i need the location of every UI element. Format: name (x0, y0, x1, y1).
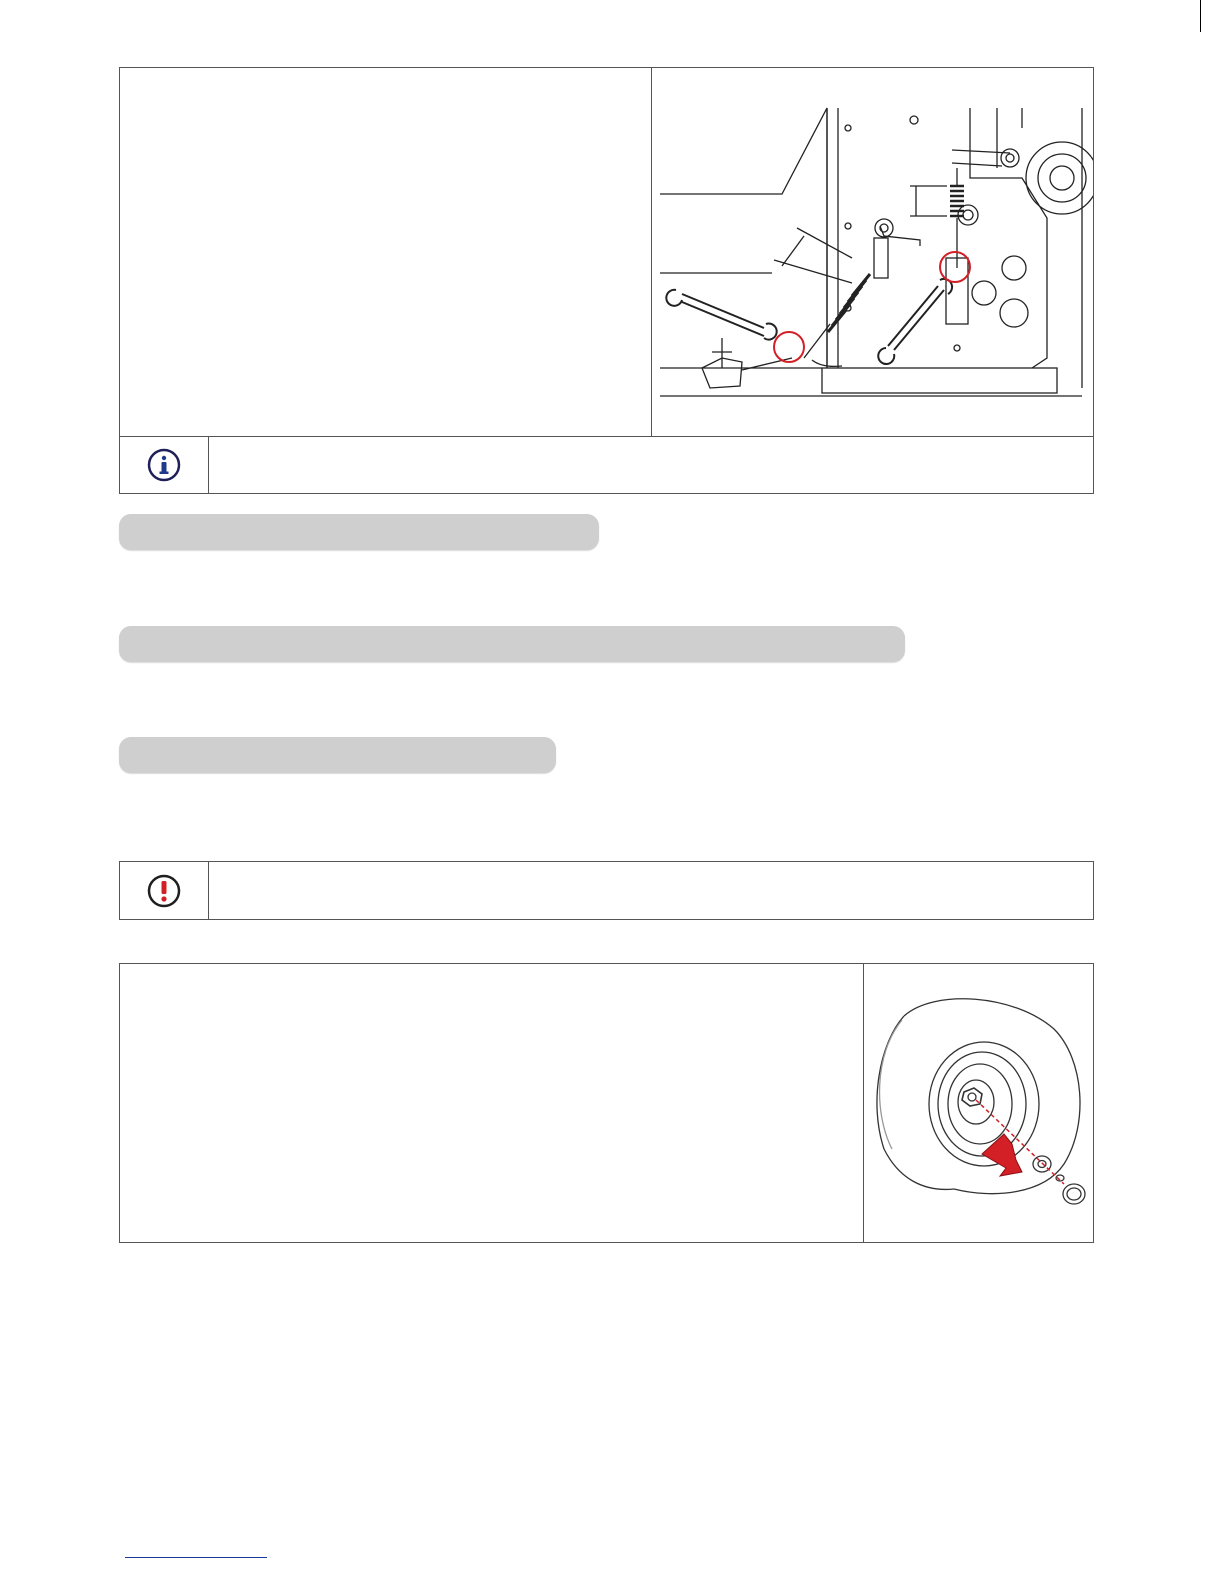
section-heading-bar (119, 514, 599, 550)
warning-note-icon-cell (120, 862, 208, 919)
exclamation-icon (147, 874, 181, 908)
spring-adjustment-diagram (652, 68, 1093, 435)
panel-divider (119, 436, 1094, 437)
spring-adjustment-text-area (120, 68, 652, 436)
info-icon (147, 448, 181, 482)
warning-note (119, 861, 1094, 920)
margin-mark (1200, 0, 1201, 32)
wheel-removal-diagram (864, 964, 1093, 1242)
note-divider (208, 436, 209, 494)
footer-link-underline[interactable] (125, 1557, 267, 1558)
note-divider (208, 861, 209, 920)
section-heading-bar (119, 737, 556, 773)
info-note-icon-cell (120, 437, 208, 493)
section-heading-bar (119, 626, 905, 662)
